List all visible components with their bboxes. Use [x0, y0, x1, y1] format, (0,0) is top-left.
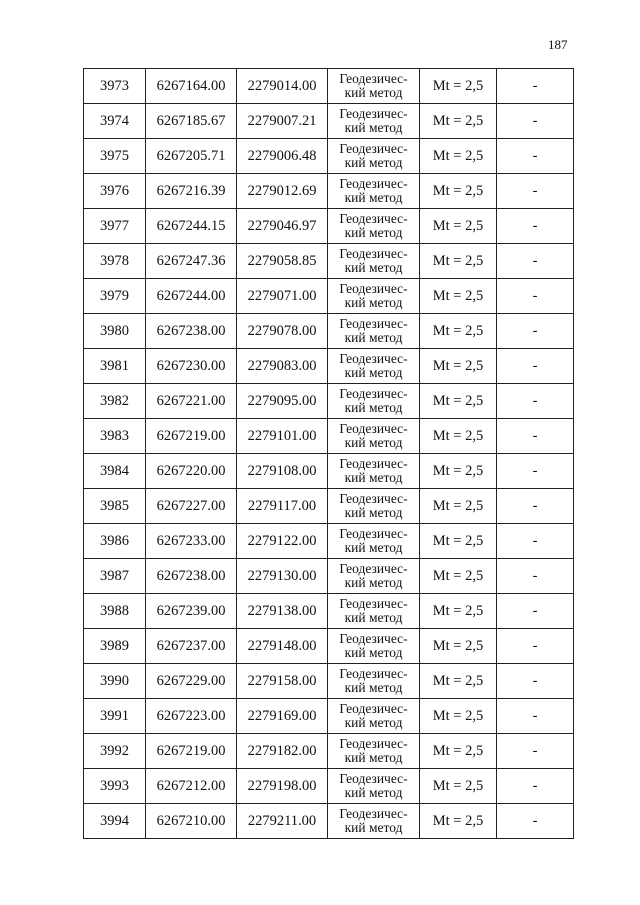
method-text: кий метод: [344, 120, 403, 135]
method-text: кий метод: [344, 225, 403, 240]
table-row: [84, 664, 574, 699]
x-coordinate-cell: 6267212.00: [146, 769, 237, 804]
y-coordinate-cell: 2279078.00: [237, 314, 328, 349]
y-coordinate-cell: 2279083.00: [237, 349, 328, 384]
point-number-cell: 3982: [84, 384, 146, 419]
x-coordinate-cell: 6267221.00: [146, 384, 237, 419]
method-cell: [328, 489, 420, 524]
point-number-cell: 3984: [84, 454, 146, 489]
note-cell: -: [497, 69, 574, 104]
y-coordinate-cell: 2279211.00: [237, 804, 328, 839]
note-cell: -: [497, 559, 574, 594]
accuracy-cell: Mt = 2,5: [420, 104, 497, 139]
y-coordinate-cell: 2279058.85: [237, 244, 328, 279]
point-number-cell: 3983: [84, 419, 146, 454]
method-text: кий метод: [344, 785, 403, 800]
method-text: Геодезичес-: [339, 246, 408, 261]
note-cell: -: [497, 454, 574, 489]
table-row: [84, 559, 574, 594]
accuracy-cell: Mt = 2,5: [420, 244, 497, 279]
y-coordinate-cell: 2279012.69: [237, 174, 328, 209]
point-number-cell: 3981: [84, 349, 146, 384]
y-coordinate-cell: 2279014.00: [237, 69, 328, 104]
x-coordinate-cell: 6267227.00: [146, 489, 237, 524]
method-text: кий метод: [344, 750, 403, 765]
y-coordinate-cell: 2279046.97: [237, 209, 328, 244]
point-number-cell: 3978: [84, 244, 146, 279]
point-number-cell: 3994: [84, 804, 146, 839]
y-coordinate-cell: 2279007.21: [237, 104, 328, 139]
x-coordinate-cell: 6267223.00: [146, 699, 237, 734]
method-text: кий метод: [344, 645, 403, 660]
table-row: [84, 489, 574, 524]
method-cell: [328, 104, 420, 139]
method-cell: [328, 559, 420, 594]
method-text: кий метод: [344, 715, 403, 730]
method-cell: [328, 769, 420, 804]
y-coordinate-cell: 2279158.00: [237, 664, 328, 699]
accuracy-cell: Mt = 2,5: [420, 314, 497, 349]
accuracy-cell: Mt = 2,5: [420, 454, 497, 489]
accuracy-cell: Mt = 2,5: [420, 489, 497, 524]
method-text: Геодезичес-: [339, 561, 408, 576]
note-cell: -: [497, 734, 574, 769]
table-row: [84, 734, 574, 769]
point-number-cell: 3991: [84, 699, 146, 734]
note-cell: -: [497, 314, 574, 349]
point-number-cell: 3988: [84, 594, 146, 629]
method-text: Геодезичес-: [339, 771, 408, 786]
method-text: Геодезичес-: [339, 491, 408, 506]
note-cell: -: [497, 629, 574, 664]
method-text: кий метод: [344, 820, 403, 835]
accuracy-cell: Mt = 2,5: [420, 524, 497, 559]
method-text: кий метод: [344, 400, 403, 415]
method-text: Геодезичес-: [339, 211, 408, 226]
y-coordinate-cell: 2279101.00: [237, 419, 328, 454]
note-cell: -: [497, 349, 574, 384]
table-row: [84, 769, 574, 804]
method-cell: [328, 69, 420, 104]
method-text: кий метод: [344, 330, 403, 345]
table-row: [84, 104, 574, 139]
table-row: [84, 174, 574, 209]
note-cell: -: [497, 104, 574, 139]
note-cell: -: [497, 804, 574, 839]
y-coordinate-cell: 2279071.00: [237, 279, 328, 314]
method-text: Геодезичес-: [339, 71, 408, 86]
method-text: кий метод: [344, 540, 403, 555]
method-cell: [328, 699, 420, 734]
table-row: [84, 804, 574, 839]
method-text: кий метод: [344, 365, 403, 380]
method-cell: [328, 139, 420, 174]
accuracy-cell: Mt = 2,5: [420, 559, 497, 594]
point-number-cell: 3987: [84, 559, 146, 594]
accuracy-cell: Mt = 2,5: [420, 209, 497, 244]
method-text: кий метод: [344, 505, 403, 520]
note-cell: -: [497, 489, 574, 524]
method-cell: [328, 174, 420, 209]
method-text: Геодезичес-: [339, 631, 408, 646]
table-row: [84, 244, 574, 279]
x-coordinate-cell: 6267233.00: [146, 524, 237, 559]
y-coordinate-cell: 2279117.00: [237, 489, 328, 524]
method-text: Геодезичес-: [339, 281, 408, 296]
method-text: Геодезичес-: [339, 806, 408, 821]
y-coordinate-cell: 2279148.00: [237, 629, 328, 664]
x-coordinate-cell: 6267210.00: [146, 804, 237, 839]
accuracy-cell: Mt = 2,5: [420, 664, 497, 699]
point-number-cell: 3992: [84, 734, 146, 769]
method-cell: [328, 279, 420, 314]
method-text: Геодезичес-: [339, 596, 408, 611]
point-number-cell: 3980: [84, 314, 146, 349]
table-row: [84, 139, 574, 174]
x-coordinate-cell: 6267238.00: [146, 559, 237, 594]
method-text: кий метод: [344, 260, 403, 275]
accuracy-cell: Mt = 2,5: [420, 629, 497, 664]
note-cell: -: [497, 699, 574, 734]
note-cell: -: [497, 244, 574, 279]
accuracy-cell: Mt = 2,5: [420, 699, 497, 734]
method-cell: [328, 454, 420, 489]
method-text: Геодезичес-: [339, 386, 408, 401]
point-number-cell: 3993: [84, 769, 146, 804]
note-cell: -: [497, 384, 574, 419]
y-coordinate-cell: 2279122.00: [237, 524, 328, 559]
x-coordinate-cell: 6267237.00: [146, 629, 237, 664]
x-coordinate-cell: 6267229.00: [146, 664, 237, 699]
method-text: Геодезичес-: [339, 526, 408, 541]
x-coordinate-cell: 6267244.00: [146, 279, 237, 314]
method-text: кий метод: [344, 610, 403, 625]
x-coordinate-cell: 6267164.00: [146, 69, 237, 104]
method-cell: [328, 734, 420, 769]
y-coordinate-cell: 2279198.00: [237, 769, 328, 804]
method-cell: [328, 524, 420, 559]
method-cell: [328, 804, 420, 839]
method-cell: [328, 314, 420, 349]
point-number-cell: 3989: [84, 629, 146, 664]
point-number-cell: 3977: [84, 209, 146, 244]
method-text: кий метод: [344, 435, 403, 450]
accuracy-cell: Mt = 2,5: [420, 734, 497, 769]
method-cell: [328, 209, 420, 244]
method-text: Геодезичес-: [339, 736, 408, 751]
note-cell: -: [497, 664, 574, 699]
point-number-cell: 3985: [84, 489, 146, 524]
table-row: [84, 594, 574, 629]
method-cell: [328, 349, 420, 384]
table-row: [84, 279, 574, 314]
method-cell: [328, 629, 420, 664]
table-row: [84, 419, 574, 454]
method-text: кий метод: [344, 575, 403, 590]
x-coordinate-cell: 6267239.00: [146, 594, 237, 629]
note-cell: -: [497, 209, 574, 244]
note-cell: -: [497, 139, 574, 174]
point-number-cell: 3990: [84, 664, 146, 699]
x-coordinate-cell: 6267238.00: [146, 314, 237, 349]
coordinates-table: [83, 68, 574, 839]
accuracy-cell: Mt = 2,5: [420, 174, 497, 209]
table-row: [84, 69, 574, 104]
page-number: 187: [548, 37, 568, 52]
method-text: кий метод: [344, 295, 403, 310]
note-cell: -: [497, 419, 574, 454]
method-text: Геодезичес-: [339, 106, 408, 121]
point-number-cell: 3979: [84, 279, 146, 314]
y-coordinate-cell: 2279006.48: [237, 139, 328, 174]
accuracy-cell: Mt = 2,5: [420, 384, 497, 419]
x-coordinate-cell: 6267219.00: [146, 419, 237, 454]
y-coordinate-cell: 2279130.00: [237, 559, 328, 594]
y-coordinate-cell: 2279169.00: [237, 699, 328, 734]
method-text: Геодезичес-: [339, 421, 408, 436]
method-cell: [328, 419, 420, 454]
table-row: [84, 629, 574, 664]
method-text: кий метод: [344, 85, 403, 100]
table-row: [84, 314, 574, 349]
accuracy-cell: Mt = 2,5: [420, 139, 497, 174]
method-text: Геодезичес-: [339, 176, 408, 191]
x-coordinate-cell: 6267230.00: [146, 349, 237, 384]
method-text: Геодезичес-: [339, 316, 408, 331]
note-cell: -: [497, 279, 574, 314]
point-number-cell: 3974: [84, 104, 146, 139]
y-coordinate-cell: 2279095.00: [237, 384, 328, 419]
x-coordinate-cell: 6267185.67: [146, 104, 237, 139]
table-body: [84, 69, 574, 839]
x-coordinate-cell: 6267205.71: [146, 139, 237, 174]
point-number-cell: 3975: [84, 139, 146, 174]
method-text: Геодезичес-: [339, 456, 408, 471]
table-row: [84, 454, 574, 489]
note-cell: -: [497, 769, 574, 804]
method-cell: [328, 384, 420, 419]
method-text: кий метод: [344, 470, 403, 485]
note-cell: -: [497, 594, 574, 629]
accuracy-cell: Mt = 2,5: [420, 769, 497, 804]
point-number-cell: 3976: [84, 174, 146, 209]
y-coordinate-cell: 2279108.00: [237, 454, 328, 489]
method-cell: [328, 594, 420, 629]
accuracy-cell: Mt = 2,5: [420, 594, 497, 629]
accuracy-cell: Mt = 2,5: [420, 279, 497, 314]
x-coordinate-cell: 6267220.00: [146, 454, 237, 489]
accuracy-cell: Mt = 2,5: [420, 804, 497, 839]
note-cell: -: [497, 174, 574, 209]
note-cell: -: [497, 524, 574, 559]
method-text: кий метод: [344, 680, 403, 695]
point-number-cell: 3986: [84, 524, 146, 559]
accuracy-cell: Mt = 2,5: [420, 419, 497, 454]
method-text: Геодезичес-: [339, 666, 408, 681]
point-number-cell: 3973: [84, 69, 146, 104]
table-row: [84, 349, 574, 384]
method-text: Геодезичес-: [339, 351, 408, 366]
method-cell: [328, 244, 420, 279]
accuracy-cell: Mt = 2,5: [420, 69, 497, 104]
accuracy-cell: Mt = 2,5: [420, 349, 497, 384]
x-coordinate-cell: 6267247.36: [146, 244, 237, 279]
method-text: кий метод: [344, 190, 403, 205]
method-text: Геодезичес-: [339, 701, 408, 716]
method-text: кий метод: [344, 155, 403, 170]
x-coordinate-cell: 6267216.39: [146, 174, 237, 209]
table-row: [84, 524, 574, 559]
y-coordinate-cell: 2279138.00: [237, 594, 328, 629]
table-row: [84, 209, 574, 244]
x-coordinate-cell: 6267244.15: [146, 209, 237, 244]
y-coordinate-cell: 2279182.00: [237, 734, 328, 769]
x-coordinate-cell: 6267219.00: [146, 734, 237, 769]
method-cell: [328, 664, 420, 699]
method-text: Геодезичес-: [339, 141, 408, 156]
table-row: [84, 699, 574, 734]
table-row: [84, 384, 574, 419]
